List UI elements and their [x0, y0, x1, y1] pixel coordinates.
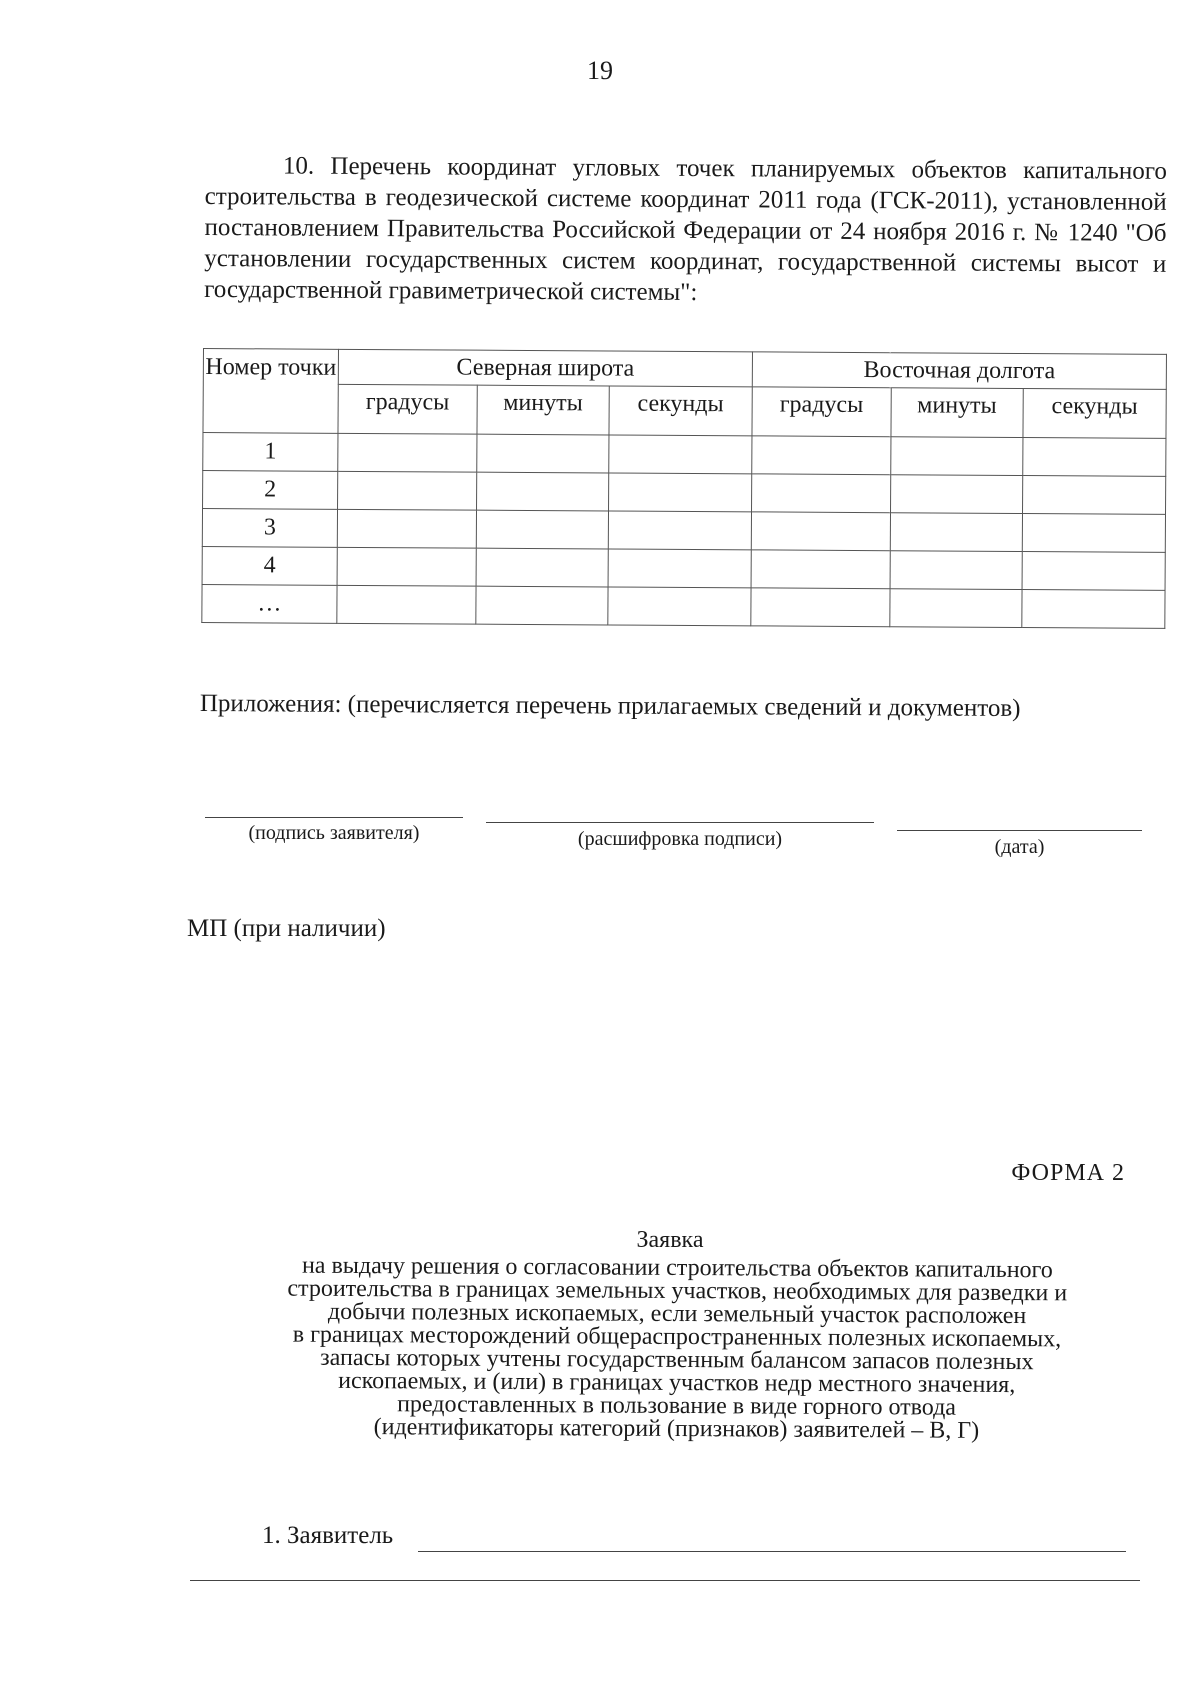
table-row: [202, 509, 1165, 553]
description-line: строительства в границах земельных участков, необходимых для разведки и: [287, 1275, 1068, 1307]
point-number: …: [202, 584, 337, 623]
description-line: (идентификаторы категорий (признаков) заявителей – В, Г): [373, 1414, 980, 1444]
section-10-paragraph: [204, 150, 1167, 311]
description-line: в границах месторождений общераспространенных полезных ископаемых,: [292, 1321, 1062, 1353]
applicant-signature-label: (подпись заявителя): [248, 822, 420, 844]
description-line: ископаемых, и (или) в границах участков недр местного значения,: [338, 1367, 1016, 1399]
description-line: запасы которых учтены государственным балансом запасов полезных: [320, 1344, 1034, 1376]
point-number: 3: [202, 509, 337, 548]
empty-cell: [890, 551, 1022, 590]
lon-degrees-header: градусы: [752, 387, 891, 437]
empty-cell: [752, 436, 891, 475]
date-label: (дата): [994, 836, 1045, 858]
stamp-label: МП (при наличии): [187, 915, 386, 942]
lat-minutes-header: минуты: [477, 385, 609, 435]
empty-cell: [608, 587, 751, 626]
empty-cell: [337, 585, 476, 624]
lat-seconds-header: секунды: [609, 386, 752, 436]
empty-cell: [890, 475, 1022, 514]
empty-cell: [476, 548, 608, 587]
empty-cell: [608, 549, 751, 588]
empty-cell: [1023, 438, 1166, 477]
empty-cell: [1022, 476, 1165, 515]
lon-seconds-header: секунды: [1023, 389, 1166, 439]
empty-cell: [476, 472, 608, 511]
point-number: 1: [203, 433, 338, 472]
empty-cell: [751, 474, 890, 513]
empty-cell: [1022, 552, 1165, 591]
table-row: [202, 546, 1165, 590]
empty-cell: [476, 586, 608, 625]
empty-cell: [890, 513, 1022, 552]
applicant-signature-line: [205, 817, 463, 818]
empty-cell: [890, 437, 1022, 476]
north-latitude-header: Северная широта: [338, 349, 752, 387]
empty-cell: [338, 433, 477, 472]
lon-minutes-header: минуты: [891, 388, 1023, 438]
empty-cell: [337, 509, 476, 548]
applicant-field-line: [418, 1551, 1126, 1552]
application-description: [189, 1254, 1165, 1444]
table-row: [202, 584, 1165, 628]
attachments-line: Приложения: (перечисляется перечень прилагаемых сведений и документов): [199, 690, 1021, 723]
table-row: [203, 433, 1166, 477]
page-number: 19: [587, 56, 613, 85]
empty-cell: [476, 510, 608, 549]
signature-transcript-label: (расшифровка подписи): [577, 828, 783, 850]
empty-cell: [890, 589, 1022, 628]
description-line: добычи полезных ископаемых, если земельный участок расположен: [327, 1298, 1027, 1330]
point-number-header: Номер точки: [203, 349, 339, 434]
form-2-label: ФОРМА 2: [1011, 1160, 1125, 1186]
empty-cell: [609, 435, 752, 474]
empty-cell: [608, 511, 751, 550]
application-title: Заявка: [636, 1227, 704, 1253]
description-line: на выдачу решения о согласовании строительства объектов капитального: [301, 1252, 1053, 1284]
empty-cell: [751, 550, 890, 589]
coordinates-table: [201, 348, 1167, 629]
empty-cell: [337, 547, 476, 586]
east-longitude-header: Восточная долгота: [752, 352, 1166, 390]
empty-cell: [1022, 514, 1165, 553]
applicant-field-line-2: [190, 1580, 1140, 1581]
lat-degrees-header: градусы: [338, 384, 477, 434]
signature-transcript-line: [486, 822, 874, 823]
table-row: [203, 471, 1166, 515]
empty-cell: [608, 473, 751, 512]
section-10-text: 10. Перечень координат угловых точек планируемых объектов капитального строительства в геодезической системе координат 2011 года (ГСК-2011), установленной постановлением Правительства Российской Федерации от 24 ноября 2016 г. № 1240 "Об установлении государственных систем координат, государственной системы высот и государственной гравиметрической системы":: [204, 152, 1167, 307]
point-number: 2: [203, 471, 338, 510]
empty-cell: [476, 434, 608, 473]
empty-cell: [1022, 590, 1165, 629]
date-line: [897, 830, 1142, 831]
empty-cell: [751, 512, 890, 551]
empty-cell: [338, 471, 477, 510]
applicant-label: 1. Заявитель: [262, 1522, 394, 1549]
empty-cell: [751, 588, 890, 627]
description-line: предоставленных в пользование в виде горного отвода: [397, 1391, 957, 1421]
point-number: 4: [202, 546, 337, 585]
